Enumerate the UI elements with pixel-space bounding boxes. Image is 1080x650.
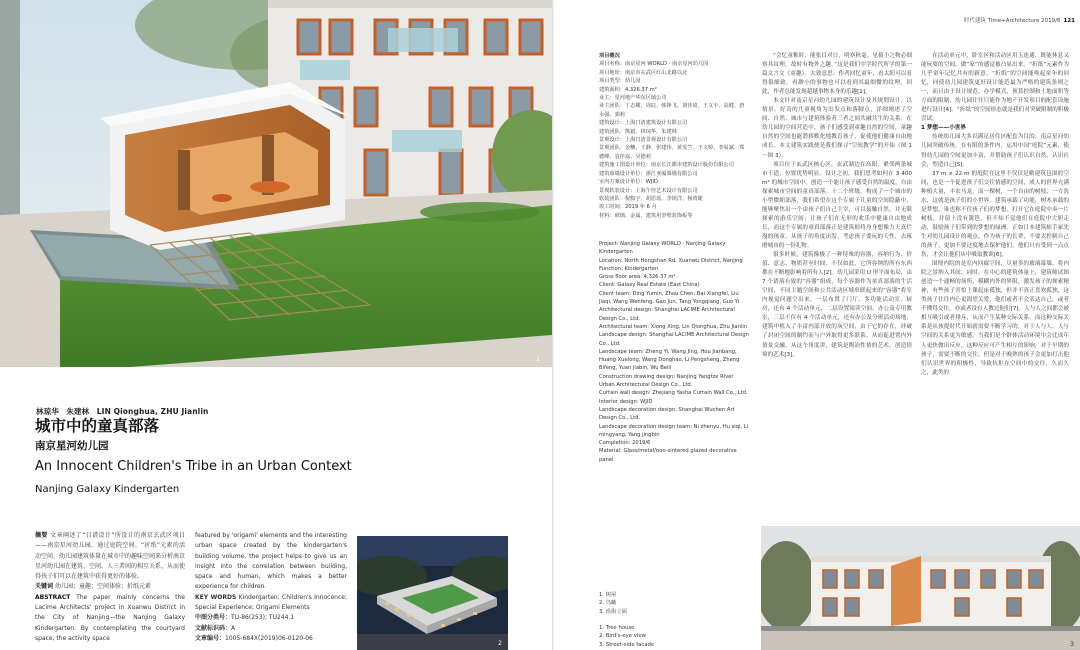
caption-line: 2. 鸟瞰: [599, 600, 617, 607]
project-info-line: 竣工时间：2019 年 6 月: [599, 204, 657, 211]
body-column-3: [762, 52, 912, 360]
body-paragraph: 37 m × 22 m 的庭院在这里不仅仅是敞建筑包围的空间，也是一个促进孩子们交往情感的空间，成人的世界充满种植大量，丰农马龙，而一棵树，一个自由的树枝，一方洗水，这就是孩子们的小世界。建筑承载了功能，树木承载的是梦想，谁也称不住孩子们的梦想。打开它在庭院中奏一片树枝，并留上没有篱笆，但不知不觉他们在庭院中大胆走动，鼓励孩子们带到的梦想的绿洲。正如日本建筑师手冢先生对幼儿园设计的观点，作为孩子的长辈，不要去控制自己的孩子，更加不要过度地去保护他们，他们只有受到一点点伤，才会让他们从中吸取教训[6]。: [921, 170, 1069, 259]
abstract-label: 摘要: [35, 532, 48, 539]
subtitle-cn: 南京星河幼儿园: [35, 440, 109, 452]
body-paragraph: 很多时候，建筑像极了一种特殊的容器，容纳行为、价值、意志、物质甚至时间，不仅如此，它所容纳的所有东西都在不断地影响着所有人[2]。幼儿园采用 U 形平面布局，由 7 个错落有致的“容器”组成，每个容器作为童真部落的生活空间，不同主题空间和公共活动区域串联起来的“容器”将室内视觉问题空出来。一层布置了门厅、多功能活动室、厨房，还有 4 个活动单元，二层设置阅读空间、办公及专用教室，三层不仅有 4 个活动单元，还有办公及分班活动场地，建筑中植入了丰富内部开放的灰空间，由于它的存在，冲破了封闭空间的制约而与户外取得更多联系，从而促进置内外情景交融。从这个角度讲，建筑是陶冶性情的艺术，创造情境的艺术[3]。: [762, 252, 912, 358]
abstract-en-continued: featured by 'origami' elements and the interesting urban space created by the kindergarten's building volume, the project helps to give us an insight into the correlation between building, space and human, which makes a better experience for children.: [195, 532, 347, 591]
project-info-line: 业主团队：丁志耀、周辰、韩铮飞、刘佳琦、王文丰、高健、唐永强、郭莉: [599, 103, 745, 118]
birds-eye-photo: [357, 536, 508, 650]
abstract-en-label: ABSTRACT: [35, 593, 71, 601]
abstract-cn: [35, 531, 185, 644]
project-info-line: Architectural design: Shanghai LACIME Architectural Design Co., Ltd.: [599, 307, 735, 322]
project-info-line: Construction drawing design: Nanjing Yangtze River Urban Architectural Design Co., Ltd.: [599, 373, 734, 389]
keywords-label: 关键词: [35, 583, 54, 591]
project-info-line: Completion: 2019/6: [599, 440, 651, 447]
body-paragraph: 围绕内院的是室内回廊空间，尽量多的玻璃幕墙，将内院之景纳入其间，同时，在中心的建筑体量上，建筑师试图创造一个通畅的场所，模糊内外的界限，激发孩子的探索精神，有些孩子害怕上课起床孤独，但并不真正喜欢孤独，这类孩子往往内心更渴望关爱，他们或者不会表达自己，或者不懂得交往，亦或者没有人教过他们[7]。人与人之间都会被相互吸引或者排斥，从而产生某种交际关系，而这种交际关系是从孩提时代开始就需要不断学习的，对于人与人、人与空间的关系更为敏感。当我们是个群体活动环境中会比成年人更快做出反应，这种反应可产生相互的影响，对于早期的孩子，需要不断的交往，但是对于晚熟的孩子会更加打击他们认识世界的积极性，导致抗拒在空间中的交往，久而久之，此类的: [921, 261, 1069, 376]
abstract-text: 文章阐述了“目谱设计”所设计的南京玄武区项目——南京星河幼儿园，通过庭院空间、“折纸”元素的活动空间、幼儿园建筑体量在城市中的趣味空间来分析南京星河幼儿园在建筑、空间、人三者间的相互关系，从而使得孩子们可以在建筑中获得更好的体验。: [35, 532, 186, 581]
doc-value: A: [231, 624, 236, 632]
project-info-line: 室内方案设计单位：WJID: [599, 179, 658, 186]
keywords-text: 幼儿园；童趣；空间体验；折纸元素: [54, 583, 151, 591]
body-paragraph: 在活动单元中，卧室区和活动区用玉连通，既能休息又能玩耍的空间，做“家”的感觉被凸显出来。“折纸”元素作为几乎童年记忆共有的新意，“折纸”的空间能唤起童年的回忆，同使幼儿园建筑更好设计能范最为严格的建筑条则之一，而且由于设计规范、办学模式、预算控制和土地面积等方面的限制，幼儿园往往只能作为地产开发项目的配套设施进行设计[4]。“折纸”的空间形态就是我们对突破限制的积极尝试。: [921, 53, 1069, 123]
body-paragraph: 项目位于玄武区核心区，玄武湖边在高阳，紧邻两条城市干道，位置优势明显。设计之初，我们思考如何在 3 400 m² 的城市空间中，创造一个能让孩子感受自然的温度，自由探索城市空间的童真部落。十二个班级，构成了一个城市的小型微缩部落，我们希望在这个专属于儿童的空间隐蔽中，能够聚焦出一个由孩子们自己主宰，可以接触自然，并无限探索的游乐空间；让孩子们在无形的欢乐中健康自由地成长，而这个专属的童真部落正是建筑师将身身想像力天真烂漫的孩童，从孩子的角度出发，考虑孩子要玩的天性，去琢磨城市的一份礼物。: [762, 161, 912, 249]
caption-line: 3. 沿街立面: [599, 608, 627, 615]
abstract-en: [195, 531, 347, 644]
running-header: [964, 16, 1075, 24]
project-info-line: Interior design: WJID: [599, 398, 653, 405]
project-info-line: 项目概况: [599, 53, 620, 59]
photo-number: 2: [498, 640, 502, 647]
project-info-line: 项目地址：南京市玄武区红山北路以北: [599, 69, 688, 76]
photo-number: 3: [1070, 641, 1074, 648]
tree-house-photo: [0, 0, 552, 367]
project-info-line: Function: Kindergarten: [599, 265, 659, 272]
project-info-line: 建筑面积：4,326.37 m²: [599, 86, 657, 93]
project-info-line: Location: North Hongshan Rd, Xuanwu District, Nanjing: [599, 257, 743, 264]
project-info-line: 景观设计：上海日清景观设计有限公司: [599, 137, 688, 144]
project-info-line: 软装团队：倪黯宇、胡思瑶、李镁洋、杨靖婕: [599, 195, 703, 202]
project-info-line: 建筑幕墙设计单位：浙江亚厦幕墙有限公司: [599, 170, 698, 177]
clc-label: 中图分类号：: [195, 614, 232, 622]
project-info-line: 项目类型：幼儿园: [599, 78, 641, 85]
project-info-line: Material: Glass/metal/non-sintered glazed decorative panel: [599, 448, 737, 463]
project-info-line: 业主：星河地产华东区域公司: [599, 95, 667, 102]
clc-value: TU-86(253); TU244.1: [231, 614, 295, 622]
project-info-line: Landscape team: Zheng Yi, Wang Jing, Hou Jianbang, Huang Xuelong, Wang Donghao, Li Pengsheng, Zheng Bifeng, Yuan Jiabin, Wu Beili: [599, 348, 740, 372]
abstract-en-text: The paper mainly concerns the Lacime Architects' project in Xuanwu District in the City of Nanjing—the Nanjing Galaxy Kindergarten. By contemplating the courtyard space, the activity space: [35, 593, 185, 642]
project-info-line: 建筑施工图设计单位：南京长江都市建筑设计股份有限公司: [599, 162, 734, 169]
project-info-cn: [599, 52, 749, 220]
caption-line: 3. Street-side facade: [599, 641, 655, 648]
project-info-line: Client: Galaxy Real Estate (East China): [599, 282, 700, 289]
project-info-line: Landscape decoration design team: Ni zhenyu, Hu siqi, Li mingyang, Yang jingbin: [599, 423, 749, 438]
caption-line: 1. Tree house: [599, 625, 635, 632]
article-value: 1005-684X(2019)06-0120-06: [225, 634, 313, 642]
subtitle-en: Nanjing Galaxy Kindergarten: [35, 484, 180, 495]
doc-label: 文献标识码：: [195, 624, 232, 632]
project-info-en: [599, 240, 749, 464]
body-paragraph: 传统幼儿园大多以满足居住区配套为目的，南京星河幼儿园突破传统，在有限的条件内，运用中国“庭院”元素，使得幼儿园的空间更加丰富，并帮助孩子们认识自然，认识社会，塑造自己[5]。: [921, 134, 1069, 168]
project-info-line: Architectural team: Xiong Xing, Lin Qionghua, Zhu Jianlin: [599, 323, 748, 330]
page-spine: [552, 0, 554, 650]
caption-line: 2. Bird's-eye view: [599, 633, 646, 640]
project-info-line: Project: Nanjing Galaxy WORLD · Nanjing Galaxy Kindergarten: [599, 241, 726, 256]
project-info-line: 景观团队：金穗、王静、张建伟、黄雯竺、王文婷、李易斌、郑德峰、袁佳嵩、吴德莉: [599, 145, 745, 160]
caption-line: [599, 616, 749, 624]
journal-name: 时代建筑 Time+Architecture 2019/6: [963, 18, 1061, 24]
project-info-line: 建筑设计：上海日清建筑设计有限公司: [599, 120, 688, 127]
project-info-line: Curtain wall design: Zhejiang Yasha Curtain Wall Co., Ltd.: [599, 390, 748, 397]
project-info-line: 材料：玻璃、金属、建筑用坚壁装饰板等: [599, 212, 693, 219]
project-info-line: Landscape decoration design: Shanghai Wuchen Art Design Co., Ltd.: [599, 406, 735, 422]
photo-number: 1: [536, 356, 540, 363]
key-words-text: Kindergarten; Children's Innocence; Special Experience; Origami Elements: [195, 593, 347, 612]
title-cn: 城市中的童真部落: [35, 416, 160, 435]
project-info-line: 建筑团队：熊毅、林琼华、朱建林: [599, 128, 677, 135]
key-words-label: KEY WORDS: [195, 593, 237, 601]
article-label: 文章编号：: [195, 634, 226, 642]
page-number: 121: [1063, 18, 1075, 24]
project-info-line: Gross floor area: 4,326.37 m²: [599, 274, 676, 281]
project-info-line: Landscape design: Shanghai LACIME Architectural Design Co., Ltd.: [599, 332, 749, 347]
caption-line: 1. 树屋: [599, 592, 617, 598]
authors: 林琼华 朱建林 LIN Qionghua, ZHU Jianlin: [36, 407, 209, 416]
body-column-4: [921, 52, 1069, 378]
section-heading: 1 梦想——小世界: [921, 125, 966, 132]
project-info-line: 项目名称：南京星河 WORLD · 南京星河幼儿园: [599, 61, 709, 68]
project-info-line: Client team: Ding Yumin, Zhou Chen, Bai Xiangfei, Liu Jiaqi, Wang Wenfeng, Gao Jun, Tang Yongqiang, Guo Yi: [599, 290, 740, 306]
project-info-line: 景观软装设计：上海午佳艺术设计有限公司: [599, 187, 698, 194]
figure-captions: [599, 591, 749, 649]
title-en: An Innocent Children's Tribe in an Urban Context: [35, 459, 352, 474]
street-facade-photo: [761, 526, 1080, 650]
body-paragraph: 本文针对南京星河幼儿园的建筑设计及其规划设计，以情景、好奇的儿童视角为出发点和落脚点，详细阐述了空间、自然、城市与建筑体验者三者之间共融共生的关系。在幼儿园的空间营造中，孩子们感受到童趣自然的空间，童趣自然的空间也能潜移默化地教育孩子，促使他们健康自由地成长。本文建筑实践便是我们探寻“空间教学”的开始（图 1～图 3）。: [762, 98, 912, 159]
body-paragraph: “会忆童稚时，能张目对日，明察秋毫。见藐小之物必细察其纹理，故时有物外之趣。”这是我们中学时代所学的第一篇文言文《童趣》。大致意思：作者回忆童年，看太阳可以看得很细致，看渺小的事物也可以看到其最细微的纹理，因此，作者总能发现超越事物本身的乐趣[1]。: [762, 53, 912, 96]
